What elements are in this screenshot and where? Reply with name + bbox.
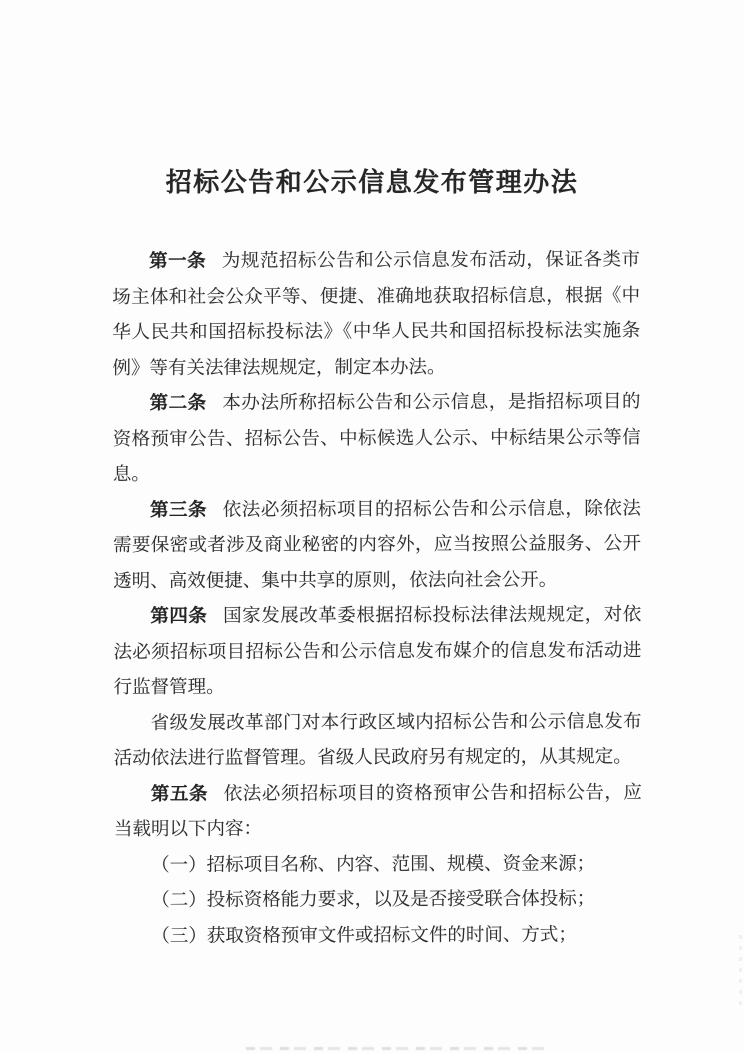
article-3-paragraph xyxy=(113,492,641,600)
article-1-number: 第一条 xyxy=(149,251,207,272)
document-title: 招标公告和公示信息发布管理办法 xyxy=(165,168,579,197)
article-4-text: 国家发展改革委根据招标投标法律法规规定，对依法必须招标项目招标公告和公示信息发布媒介的信息发布活动进行监督管理。 xyxy=(113,605,642,698)
list-item-3 xyxy=(114,918,642,955)
list-item-2 xyxy=(114,882,642,919)
article-4-paragraph xyxy=(113,598,641,706)
article-3-number: 第三条 xyxy=(149,500,208,521)
article-5-paragraph xyxy=(114,776,642,849)
bottom-scan-artifact xyxy=(246,1047,548,1053)
article-1-text: 为规范招标公告和公示信息发布活动，保证各类市场主体和社会公众平等、便捷、准确地获取招标信息，根据《中华人民共和国招标投标法》《中华人民共和国招标投标法实施条例》等有关法律法规规定，制定本办法。 xyxy=(112,250,641,379)
article-2-paragraph xyxy=(112,385,640,493)
right-edge-scan-artifact xyxy=(739,935,742,1005)
article-4-2-text: 省级发展改革部门对本行政区域内招标公告和公示信息发布活动依法进行监督管理。省级人民政府另有规定的，从其规定。 xyxy=(113,711,642,769)
article-3-text: 依法必须招标项目的招标公告和公示信息，除依法需要保密或者涉及商业秘密的内容外，应当按照公益服务、公开透明、高效便捷、集中共享的原则，依法向社会公开。 xyxy=(113,498,642,592)
list-item-3-text: （三）获取资格预审文件或招标文件的时间、方式； xyxy=(151,924,577,947)
list-item-1 xyxy=(114,847,642,884)
article-4-number: 第四条 xyxy=(150,606,208,627)
list-item-1-text: （一）招标项目名称、内容、范围、规模、资金来源； xyxy=(151,853,596,876)
article-2-text: 本办法所称招标公告和公示信息，是指招标项目的资格预审公告、招标公告、中标候选人公示、中标结果公示等信息。 xyxy=(112,392,641,485)
article-4-paragraph-2 xyxy=(114,705,642,778)
article-1-paragraph xyxy=(112,243,640,387)
document-body xyxy=(112,243,642,955)
article-5-number: 第五条 xyxy=(150,784,209,805)
article-2-number: 第二条 xyxy=(149,393,207,414)
article-5-text: 依法必须招标项目的资格预审公告和招标公告，应当载明以下内容： xyxy=(114,782,642,840)
list-item-2-text: （二）投标资格能力要求，以及是否接受联合体投标； xyxy=(151,889,596,911)
